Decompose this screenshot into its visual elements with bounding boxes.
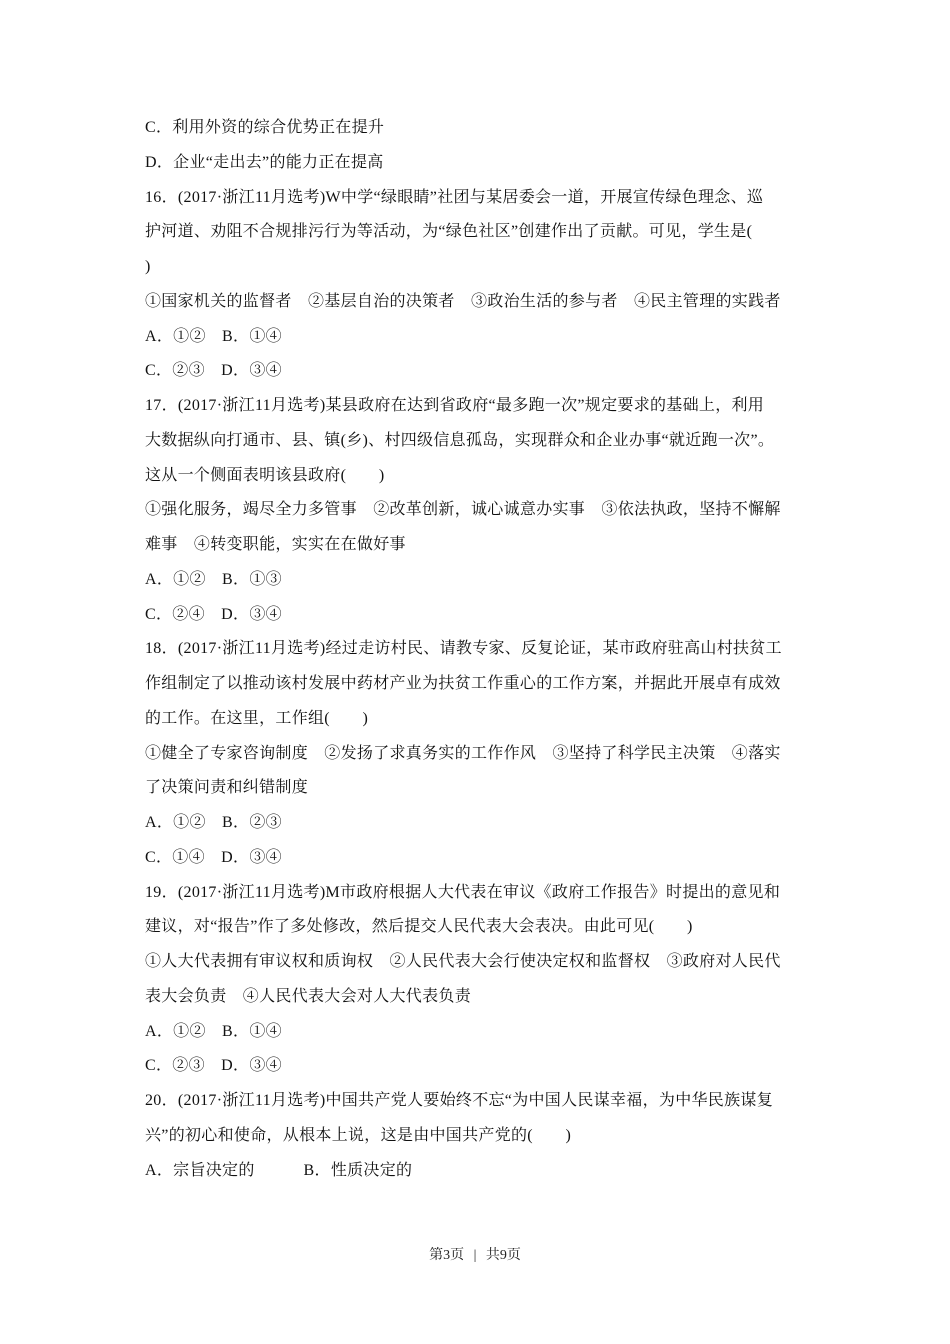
question-17-choices-cd: C．②④ D．③④ bbox=[145, 605, 282, 623]
question-18-statements-line-1: ①健全了专家咨询制度 ②发扬了求真务实的工作作风 ③坚持了科学民主决策 ④落实 bbox=[145, 744, 781, 762]
question-18-statements-line-2: 了决策问责和纠错制度 bbox=[145, 779, 309, 797]
question-19-choices-ab: A．①② B．①④ bbox=[145, 1022, 282, 1040]
page-footer bbox=[0, 1244, 950, 1264]
question-18-choices-cd: C．①④ D．③④ bbox=[145, 848, 282, 866]
page-total-label: 共9页 bbox=[485, 1248, 521, 1263]
question-18-stem-line-2: 作组制定了以推动该村发展中药材产业为扶贫工作重心的工作方案，并据此开展卓有成效 bbox=[145, 675, 781, 692]
question-19-stem-line-1: 19．(2017·浙江11月选考)M市政府根据人大代表在审议《政府工作报告》时提出的意见和 bbox=[145, 883, 781, 901]
option-d-prev-question: D．企业“走出去”的能力正在提高 bbox=[145, 153, 384, 171]
question-17-stem-line-2: 大数据纵向打通市、县、镇(乡)、村四级信息孤岛，实现群众和企业办事“就近跑一次”。 bbox=[145, 431, 775, 449]
question-19-statements-line-2: 表大会负责 ④人民代表大会对人大代表负责 bbox=[145, 987, 472, 1005]
question-20-stem-line-2: 兴”的初心和使命，从根本上说，这是由中国共产党的( ) bbox=[145, 1126, 572, 1144]
question-19-statements-line-1: ①人大代表拥有审议权和质询权 ②人民代表大会行使决定权和监督权 ③政府对人民代 bbox=[145, 953, 781, 970]
question-16-statements: ①国家机关的监督者 ②基层自治的决策者 ③政治生活的参与者 ④民主管理的实践者 bbox=[145, 292, 781, 310]
question-17-stem-line-1: 17．(2017·浙江11月选考)某县政府在达到省政府“最多跑一次”规定要求的基础上，利用 bbox=[145, 397, 765, 414]
question-17-stem-line-3: 这从一个侧面表明该县政府( ) bbox=[145, 466, 385, 484]
page-number-label: 第3页 bbox=[429, 1248, 465, 1263]
document-body bbox=[145, 116, 810, 1193]
question-19-stem-line-2: 建议，对“报告”作了多处修改，然后提交人民代表大会表决。由此可见( ) bbox=[145, 918, 693, 936]
question-18-choices-ab: A．①② B．②③ bbox=[145, 814, 282, 831]
question-18-stem-line-3: 的工作。在这里，工作组( ) bbox=[145, 709, 369, 727]
footer-separator: | bbox=[473, 1248, 477, 1263]
question-16-choices-ab: A．①② B．①④ bbox=[145, 327, 282, 345]
question-20-choices-ab: A．宗旨决定的 B．性质决定的 bbox=[145, 1161, 413, 1179]
question-19-choices-cd: C．②③ D．③④ bbox=[145, 1057, 282, 1075]
question-16-stem-line-1: 16．(2017·浙江11月选考)W中学“绿眼睛”社团与某居委会一道，开展宣传绿色理念、巡 bbox=[145, 188, 764, 206]
question-18-stem-line-1: 18．(2017·浙江11月选考)经过走访村民、请教专家、反复论证，某市政府驻高山村扶贫工 bbox=[145, 640, 782, 658]
question-17-statements-line-2: 难事 ④转变职能，实实在在做好事 bbox=[145, 536, 406, 553]
question-16-stem-line-3: ) bbox=[145, 258, 151, 275]
question-20-stem-line-1: 20．(2017·浙江11月选考)中国共产党人要始终不忘“为中国人民谋幸福，为中华民族谋复 bbox=[145, 1092, 773, 1109]
question-16-stem-line-2: 护河道、劝阻不合规排污行为等活动，为“绿色社区”创建作出了贡献。可见，学生是( bbox=[145, 223, 753, 241]
question-16-choices-cd: C．②③ D．③④ bbox=[145, 362, 282, 380]
question-17-statements-line-1: ①强化服务，竭尽全力多管事 ②改革创新，诚心诚意办实事 ③依法执政，坚持不懈解 bbox=[145, 501, 781, 519]
option-c-prev-question: C．利用外资的综合优势正在提升 bbox=[145, 119, 385, 136]
question-17-choices-ab: A．①② B．①③ bbox=[145, 570, 282, 588]
